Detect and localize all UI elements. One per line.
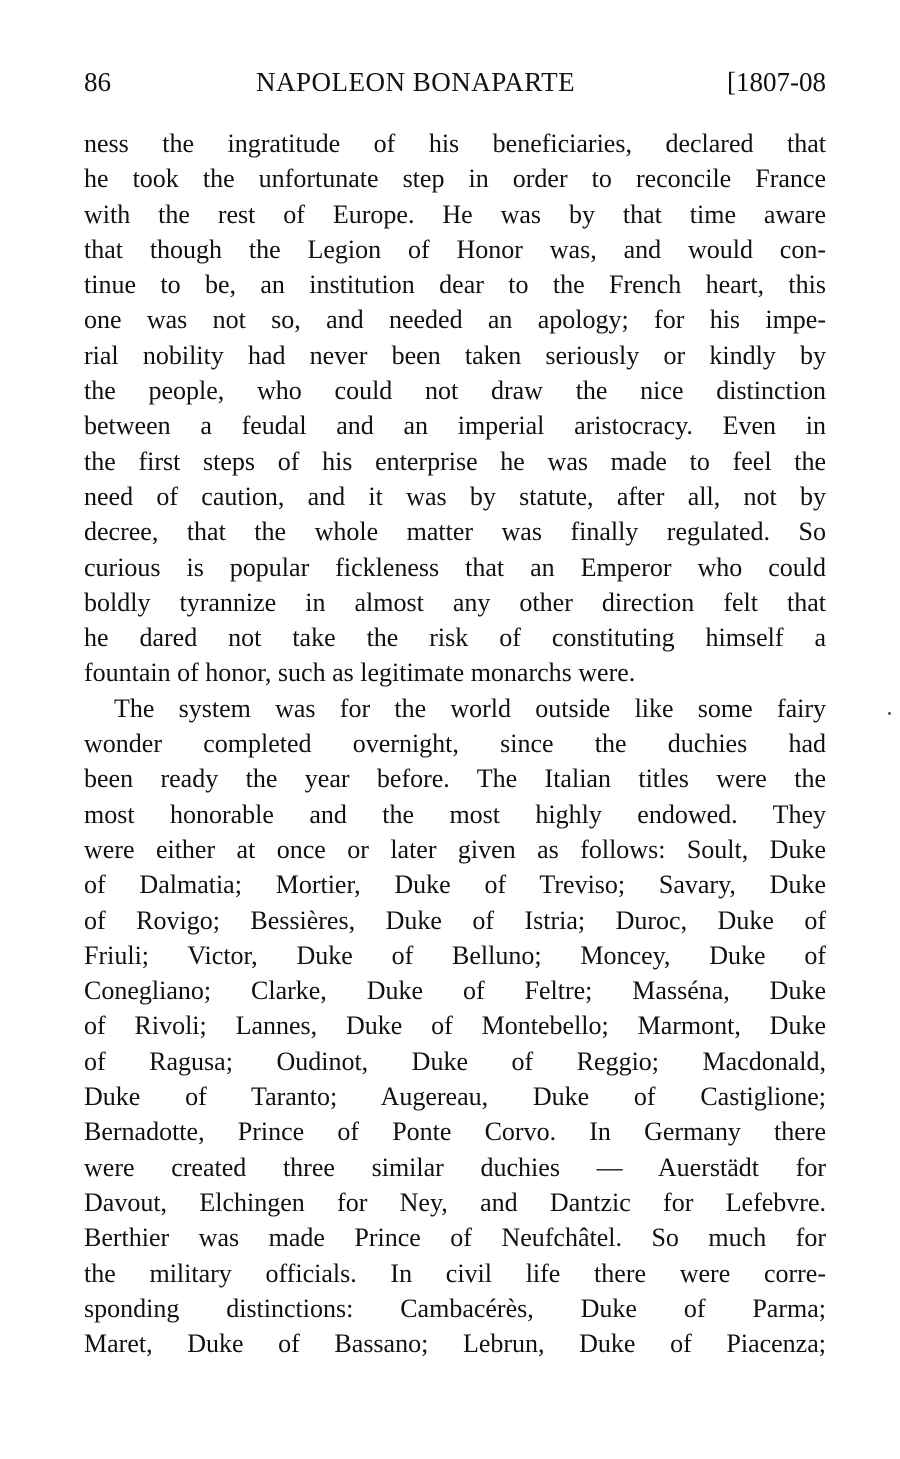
- page-number: 86: [84, 67, 111, 97]
- text-line: one was not so, and needed an apology; for his impe-: [84, 305, 826, 335]
- text-line: the first steps of his enterprise he was made to feel the: [84, 446, 826, 476]
- page-header: [84, 62, 826, 102]
- text-line: that though the Legion of Honor was, and would con-: [84, 234, 826, 264]
- margin-speck: [888, 712, 891, 715]
- text-line: were either at once or later given as follows: Soult, Duke: [84, 834, 826, 864]
- text-line: tinue to be, an institution dear to the French heart, this: [84, 270, 826, 300]
- text-line: of Dalmatia; Mortier, Duke of Treviso; Savary, Duke: [84, 870, 826, 900]
- text-line: he dared not take the risk of constituting himself a: [84, 623, 826, 653]
- text-line: most honorable and the most highly endowed. They: [84, 799, 826, 829]
- text-line: been ready the year before. The Italian titles were the: [84, 764, 826, 794]
- paragraph-2: [84, 691, 826, 1362]
- text-line: of Rovigo; Bessières, Duke of Istria; Duroc, Duke of: [84, 905, 826, 935]
- text-line: rial nobility had never been taken seriously or kindly by: [84, 340, 826, 370]
- date-range: [1807-08: [727, 67, 826, 97]
- text-line: ness the ingratitude of his beneficiaries, declared that: [84, 129, 826, 158]
- text-line: of Ragusa; Oudinot, Duke of Reggio; Macdonald,: [84, 1046, 826, 1076]
- text-line: curious is popular fickleness that an Emperor who could: [84, 552, 826, 582]
- text-line: Maret, Duke of Bassano; Lebrun, Duke of Piacenza;: [84, 1329, 826, 1359]
- text-line: Davout, Elchingen for Ney, and Dantzic for Lefebvre.: [84, 1187, 826, 1217]
- text-line: wonder completed overnight, since the duchies had: [84, 729, 826, 759]
- text-line: Duke of Taranto; Augereau, Duke of Castiglione;: [84, 1082, 826, 1112]
- text-line: Berthier was made Prince of Neufchâtel. So much for: [84, 1223, 826, 1253]
- text-line: The system was for the world outside like some fairy: [114, 693, 826, 723]
- text-line: Bernadotte, Prince of Ponte Corvo. In Germany there: [84, 1117, 826, 1147]
- body-text: [84, 126, 826, 1361]
- text-line: were created three similar duchies — Auerstädt for: [84, 1152, 826, 1182]
- text-line: the people, who could not draw the nice distinction: [84, 376, 826, 406]
- text-line: need of caution, and it was by statute, after all, not by: [84, 481, 826, 511]
- text-line: boldly tyrannize in almost any other direction felt that: [84, 587, 826, 617]
- paragraph-1: [84, 126, 826, 691]
- text-line: sponding distinctions: Cambacérès, Duke of Parma;: [84, 1293, 826, 1323]
- text-line: of Rivoli; Lannes, Duke of Montebello; Marmont, Duke: [84, 1011, 826, 1041]
- text-line: Friuli; Victor, Duke of Belluno; Moncey, Duke of: [84, 940, 826, 970]
- text-line: he took the unfortunate step in order to reconcile France: [84, 164, 826, 194]
- text-line: decree, that the whole matter was finally regulated. So: [84, 517, 826, 547]
- text-line: fountain of honor, such as legitimate monarchs were.: [84, 658, 636, 688]
- text-line: between a feudal and an imperial aristocracy. Even in: [84, 411, 826, 441]
- text-line: with the rest of Europe. He was by that time aware: [84, 199, 826, 229]
- running-title: NAPOLEON BONAPARTE: [256, 67, 576, 97]
- text-line: Conegliano; Clarke, Duke of Feltre; Masséna, Duke: [84, 976, 826, 1006]
- text-line: the military officials. In civil life there were corre-: [84, 1258, 826, 1288]
